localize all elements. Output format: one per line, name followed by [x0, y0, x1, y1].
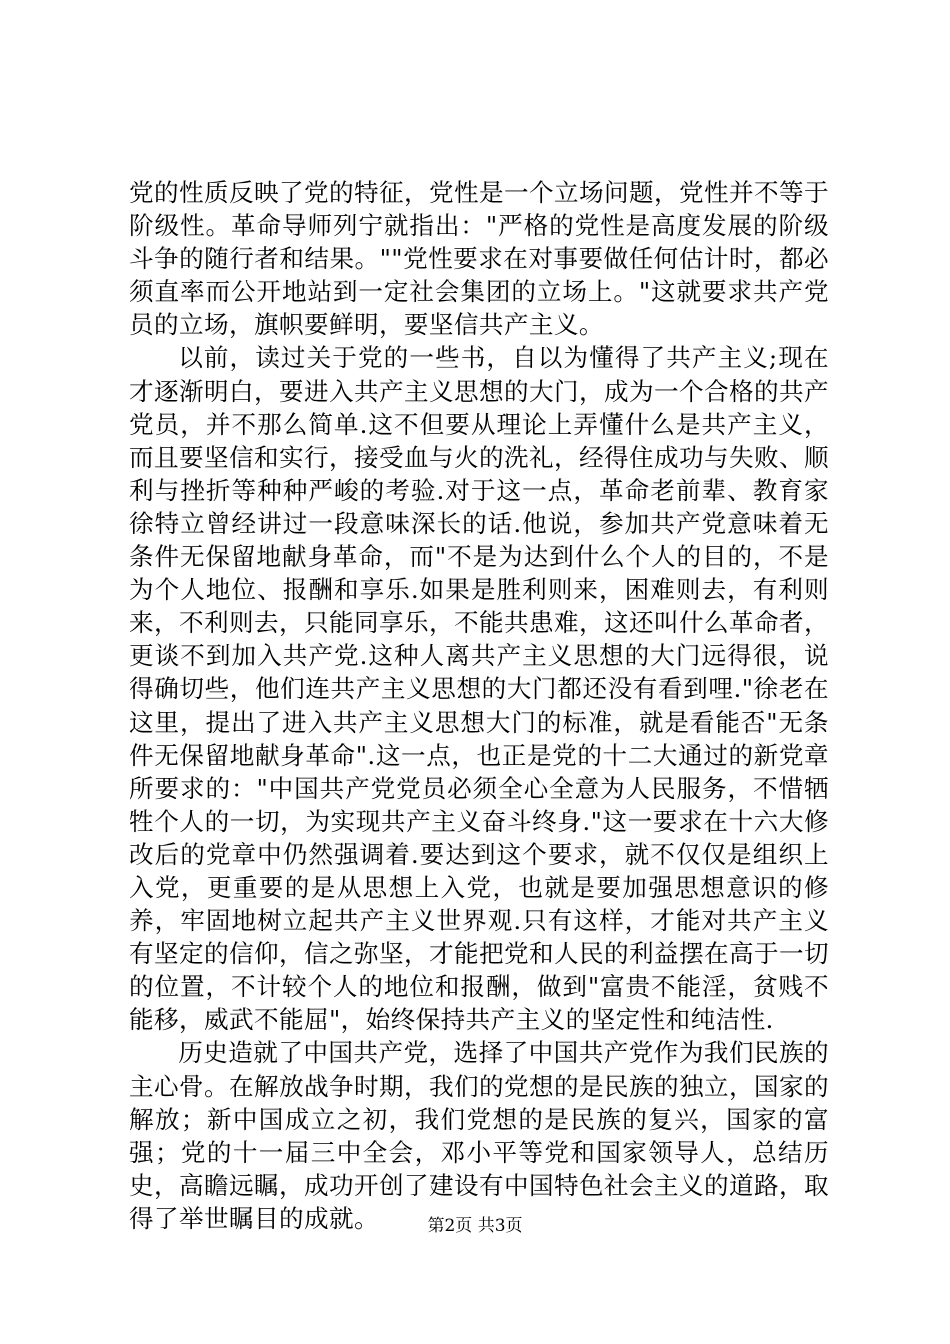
paragraph-history: 历史造就了中国共产党，选择了中国共产党作为我们民族的主心骨。在解放战争时期，我们的党想的是民族的独立，国家的解放；新中国成立之初，我们党想的是民族的复兴，国家的富强；党的十一届三中全会，邓小平等党和国家领导人，总结历史，高瞻远瞩，成功开创了建设有中国特色社会主义的道路，取得了举世瞩目的成就。 — [129, 1038, 829, 1233]
document-body — [129, 176, 829, 1235]
paragraph-party-nature: 党的性质反映了党的特征，党性是一个立场问题，党性并不等于阶级性。革命导师列宁就指出："严格的党性是高度发展的阶级斗争的随行者和结果。""党性要求在对事要做任何估计时，都必须直率而公开地站到一定社会集团的立场上。"这就要求共产党员的立场，旗帜要鲜明，要坚信共产主义。 — [129, 178, 829, 340]
paragraph-communism-gate: 以前，读过关于党的一些书，自以为懂得了共产主义;现在才逐渐明白，要进入共产主义思想的大门，成为一个合格的共产党员，并不那么简单.这不但要从理论上弄懂什么是共产主义，而且要坚信和实行，接受血与火的洗礼，经得住成功与失败、顺利与挫折等种种严峻的考验.对于这一点，革命老前辈、教育家徐特立曾经讲过一段意味深长的话.他说，参加共产党意味着无条件无保留地献身革命，而"不是为达到什么个人的目的，不是为个人地位、报酬和享乐.如果是胜利则来，困难则去，有利则来，不利则去，只能同享乐，不能共患难，这还叫什么革命者，更谈不到加入共产党.这种人离共产主义思想的大门远得很，说得确切些，他们连共产主义思想的大门都还没有看到哩."徐老在这里，提出了进入共产主义思想大门的标准，就是看能否"无条件无保留地献身革命".这一点，也正是党的十二大通过的新党章所要求的："中国共产党党员必须全心全意为人民服务，不惜牺牲个人的一切，为实现共产主义奋斗终身."这一要求在十六大修改后的党章中仍然强调着.要达到这个要求，就不仅仅是组织上入党，更重要的是从思想上入党，也就是要加强思想意识的修养，牢固地树立起共产主义世界观.只有这样，才能对共产主义有坚定的信仰，信之弥坚，才能把党和人民的利益摆在高于一切的位置，不计较个人的地位和报酬，做到"富贵不能淫，贫贱不能移，威武不能屈"，始终保持共产主义的坚定性和纯洁性. — [129, 343, 829, 1035]
page-number-footer: 第2页 共3页 — [427, 1216, 523, 1236]
